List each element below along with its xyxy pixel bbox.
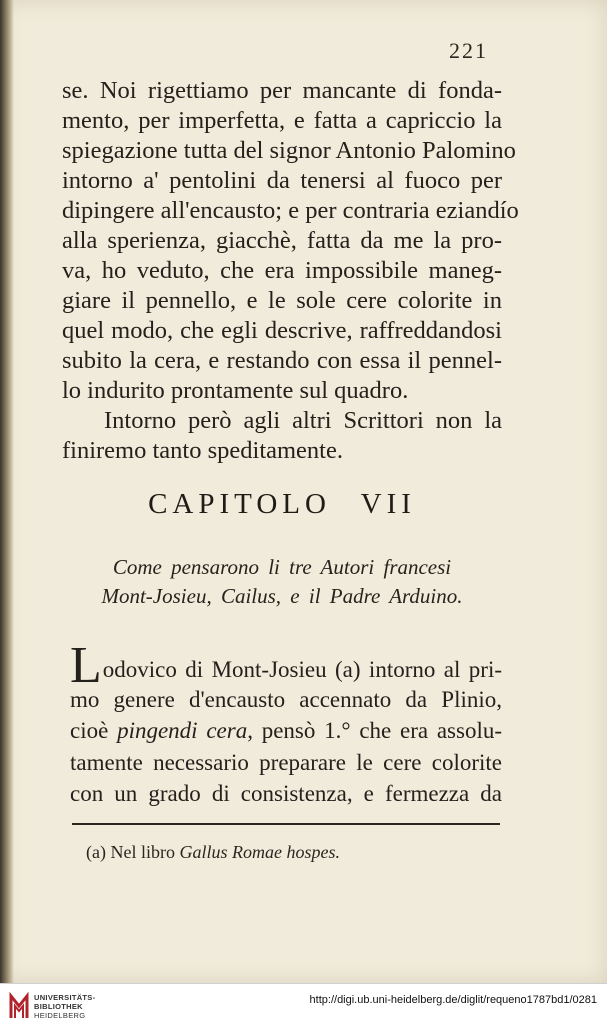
text-line: subito la cera, e restando con essa il pennel- [62, 347, 502, 374]
text-span: cioè [70, 718, 118, 743]
text-line: lo indurito prontamente sul quadro. [62, 377, 409, 404]
footnote-marker: (a) [86, 842, 106, 862]
chapter-title: CAPITOLO VII [148, 488, 416, 520]
chapter-subtitle-line: Come pensarono li tre Autori francesi [112, 555, 452, 579]
chapter-subtitle-line: Mont-Josieu, Cailus, e il Padre Arduino. [101, 584, 463, 608]
text-line: mo genere d'encausto accennato da Plinio, [70, 686, 502, 712]
footnote-rule [72, 823, 500, 825]
paragraph-1 [62, 76, 519, 466]
library-name-line: BIBLIOTHEK [34, 1002, 83, 1011]
text-line: mento, per imperfetta, e fatta a capriccio la [62, 107, 502, 134]
text-line: quel modo, che egli descrive, raffreddandosi [62, 317, 502, 344]
page-number: 221 [449, 38, 488, 63]
library-name-line: HEIDELBERG [34, 1011, 86, 1020]
text-line: dipingere all'encausto; e per contraria eziandío [62, 197, 519, 224]
library-name [34, 993, 95, 1020]
library-name-line: UNIVERSITÄTS- [34, 993, 96, 1002]
text-line [70, 637, 502, 694]
text-line [70, 715, 502, 747]
drop-cap: L [70, 637, 102, 694]
italic-text: pingendi cera [117, 718, 248, 743]
paragraph-3 [70, 637, 503, 810]
text-line: tamente necessario preparare le cere colorite [70, 749, 502, 775]
footnote [86, 842, 340, 863]
library-logo-icon [8, 992, 30, 1020]
text-line: giare il pennello, e le sole cere colorite in [62, 287, 502, 314]
text-line: se. Noi rigettiamo per mancante di fonda- [62, 77, 502, 104]
text-span: , pensò 1.° che era assolu- [247, 718, 503, 743]
text-line: con un grado di consistenza, e fermezza da [70, 781, 502, 806]
footnote-italic: Gallus Romae hospes. [179, 842, 340, 862]
viewer-footer [0, 983, 607, 1029]
text-line: alla sperienza, giacchè, fatta da me la pro- [62, 227, 502, 254]
text-line: spiegazione tutta del signor Antonio Palomino [62, 137, 516, 164]
text-line: intorno a' pentolini da tenersi al fuoco per [62, 167, 502, 194]
footnote-text: Nel libro [110, 842, 175, 862]
text-line: va, ho veduto, che era impossibile maneg- [62, 257, 502, 284]
paragraph-2-line: finiremo tanto speditamente. [62, 437, 343, 464]
paragraph-2-line: Intorno però agli altri Scrittori non la [104, 407, 502, 434]
permalink-url[interactable]: http://digi.ub.uni-heidelberg.de/diglit/requeno1787bd1/0281 [309, 994, 597, 1006]
text-span: odovico di Mont-Josieu (a) intorno al pri- [102, 657, 502, 682]
book-spine-shadow [0, 0, 14, 983]
